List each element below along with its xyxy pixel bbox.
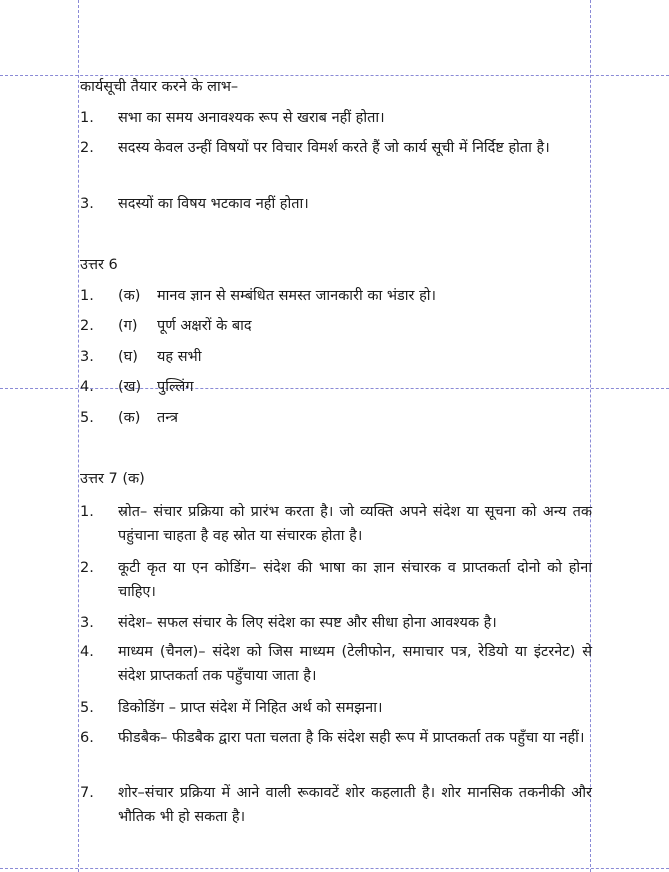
top-guide xyxy=(0,75,669,76)
answer6-number: 1. xyxy=(80,288,94,304)
answer7-number: 2. xyxy=(80,560,94,576)
answer7-number: 5. xyxy=(80,700,94,716)
answer7-heading: उत्तर 7 (क) xyxy=(80,471,145,487)
answer6-number: 2. xyxy=(80,318,94,334)
answer6-text: तन्त्र xyxy=(157,410,178,426)
answer6-option: (ग) xyxy=(118,318,138,334)
answer6-option: (घ) xyxy=(118,349,138,365)
answer6-number: 4. xyxy=(80,379,94,395)
benefit-number: 1. xyxy=(80,110,94,126)
answer6-heading: उत्तर 6 xyxy=(80,257,118,273)
answer6-option: (क) xyxy=(118,288,141,304)
benefit-number: 2. xyxy=(80,140,94,156)
benefit-text: सदस्यों का विषय भटकाव नहीं होता। xyxy=(118,196,309,212)
answer6-option: (क) xyxy=(118,410,141,426)
answer7-text: माध्यम (चैनल)– संदेश को जिस माध्यम (टेलीफोन, समाचार पत्र, रेडियो या इंटरनेट) से संदेश प्राप्तकर्ता तक पहुँचाया जाता है। xyxy=(118,644,592,684)
answer6-number: 3. xyxy=(80,349,94,365)
benefit-text: सभा का समय अनावश्यक रूप से खराब नहीं होता। xyxy=(118,110,385,126)
answer7-text: संदेश– सफल संचार के लिए संदेश का स्पष्ट और सीधा होना आवश्यक है। xyxy=(118,615,497,631)
answer7-number: 3. xyxy=(80,615,94,631)
benefits-heading: कार्यसूची तैयार करने के लाभ– xyxy=(80,79,239,95)
benefit-item xyxy=(80,136,592,160)
answer7-text: स्रोत– संचार प्रक्रिया को प्रारंभ करता है। जो व्यक्ति अपने संदेश या सूचना को अन्य तक पहुंचाना चाहता है वह स्रोत या संचारक होता है। xyxy=(118,504,592,544)
answer7-number: 1. xyxy=(80,504,94,520)
answer6-text: पुल्लिंग xyxy=(157,379,194,395)
left-margin-guide xyxy=(78,0,79,872)
bottom-guide xyxy=(0,868,669,869)
answer7-number: 6. xyxy=(80,730,94,746)
answer6-text: पूर्ण अक्षरों के बाद xyxy=(157,318,252,334)
answer7-number: 7. xyxy=(80,785,94,801)
answer7-text: फीडबैक– फीडबैक द्वारा पता चलता है कि संदेश सही रूप में प्राप्तकर्ता तक पहुँचा या नहीं। xyxy=(118,730,585,746)
answer6-text: मानव ज्ञान से सम्बंधित समस्त जानकारी का भंडार हो। xyxy=(157,288,437,304)
answer7-number: 4. xyxy=(80,644,94,660)
answer6-option: (ख) xyxy=(118,379,142,395)
benefit-text: सदस्य केवल उन्हीं विषयों पर विचार विमर्श करते हैं जो कार्य सूची में निर्दिष्ट होता है। xyxy=(118,140,550,156)
answer7-text: शोर–संचार प्रक्रिया में आने वाली रूकावटें शोर कहलाती है। शोर मानसिक तकनीकी और भौतिक भी हो सकता है। xyxy=(118,785,592,825)
answer6-text: यह सभी xyxy=(157,349,202,365)
answer7-text: कूटी कृत या एन कोडिंग– संदेश की भाषा का ज्ञान संचारक व प्राप्तकर्ता दोनो को होना चाहिए। xyxy=(118,560,592,600)
middle-guide xyxy=(0,388,669,389)
benefit-number: 3. xyxy=(80,196,94,212)
answer6-number: 5. xyxy=(80,410,94,426)
answer7-text: डिकोडिंग – प्राप्त संदेश में निहित अर्थ को समझना। xyxy=(118,700,383,716)
